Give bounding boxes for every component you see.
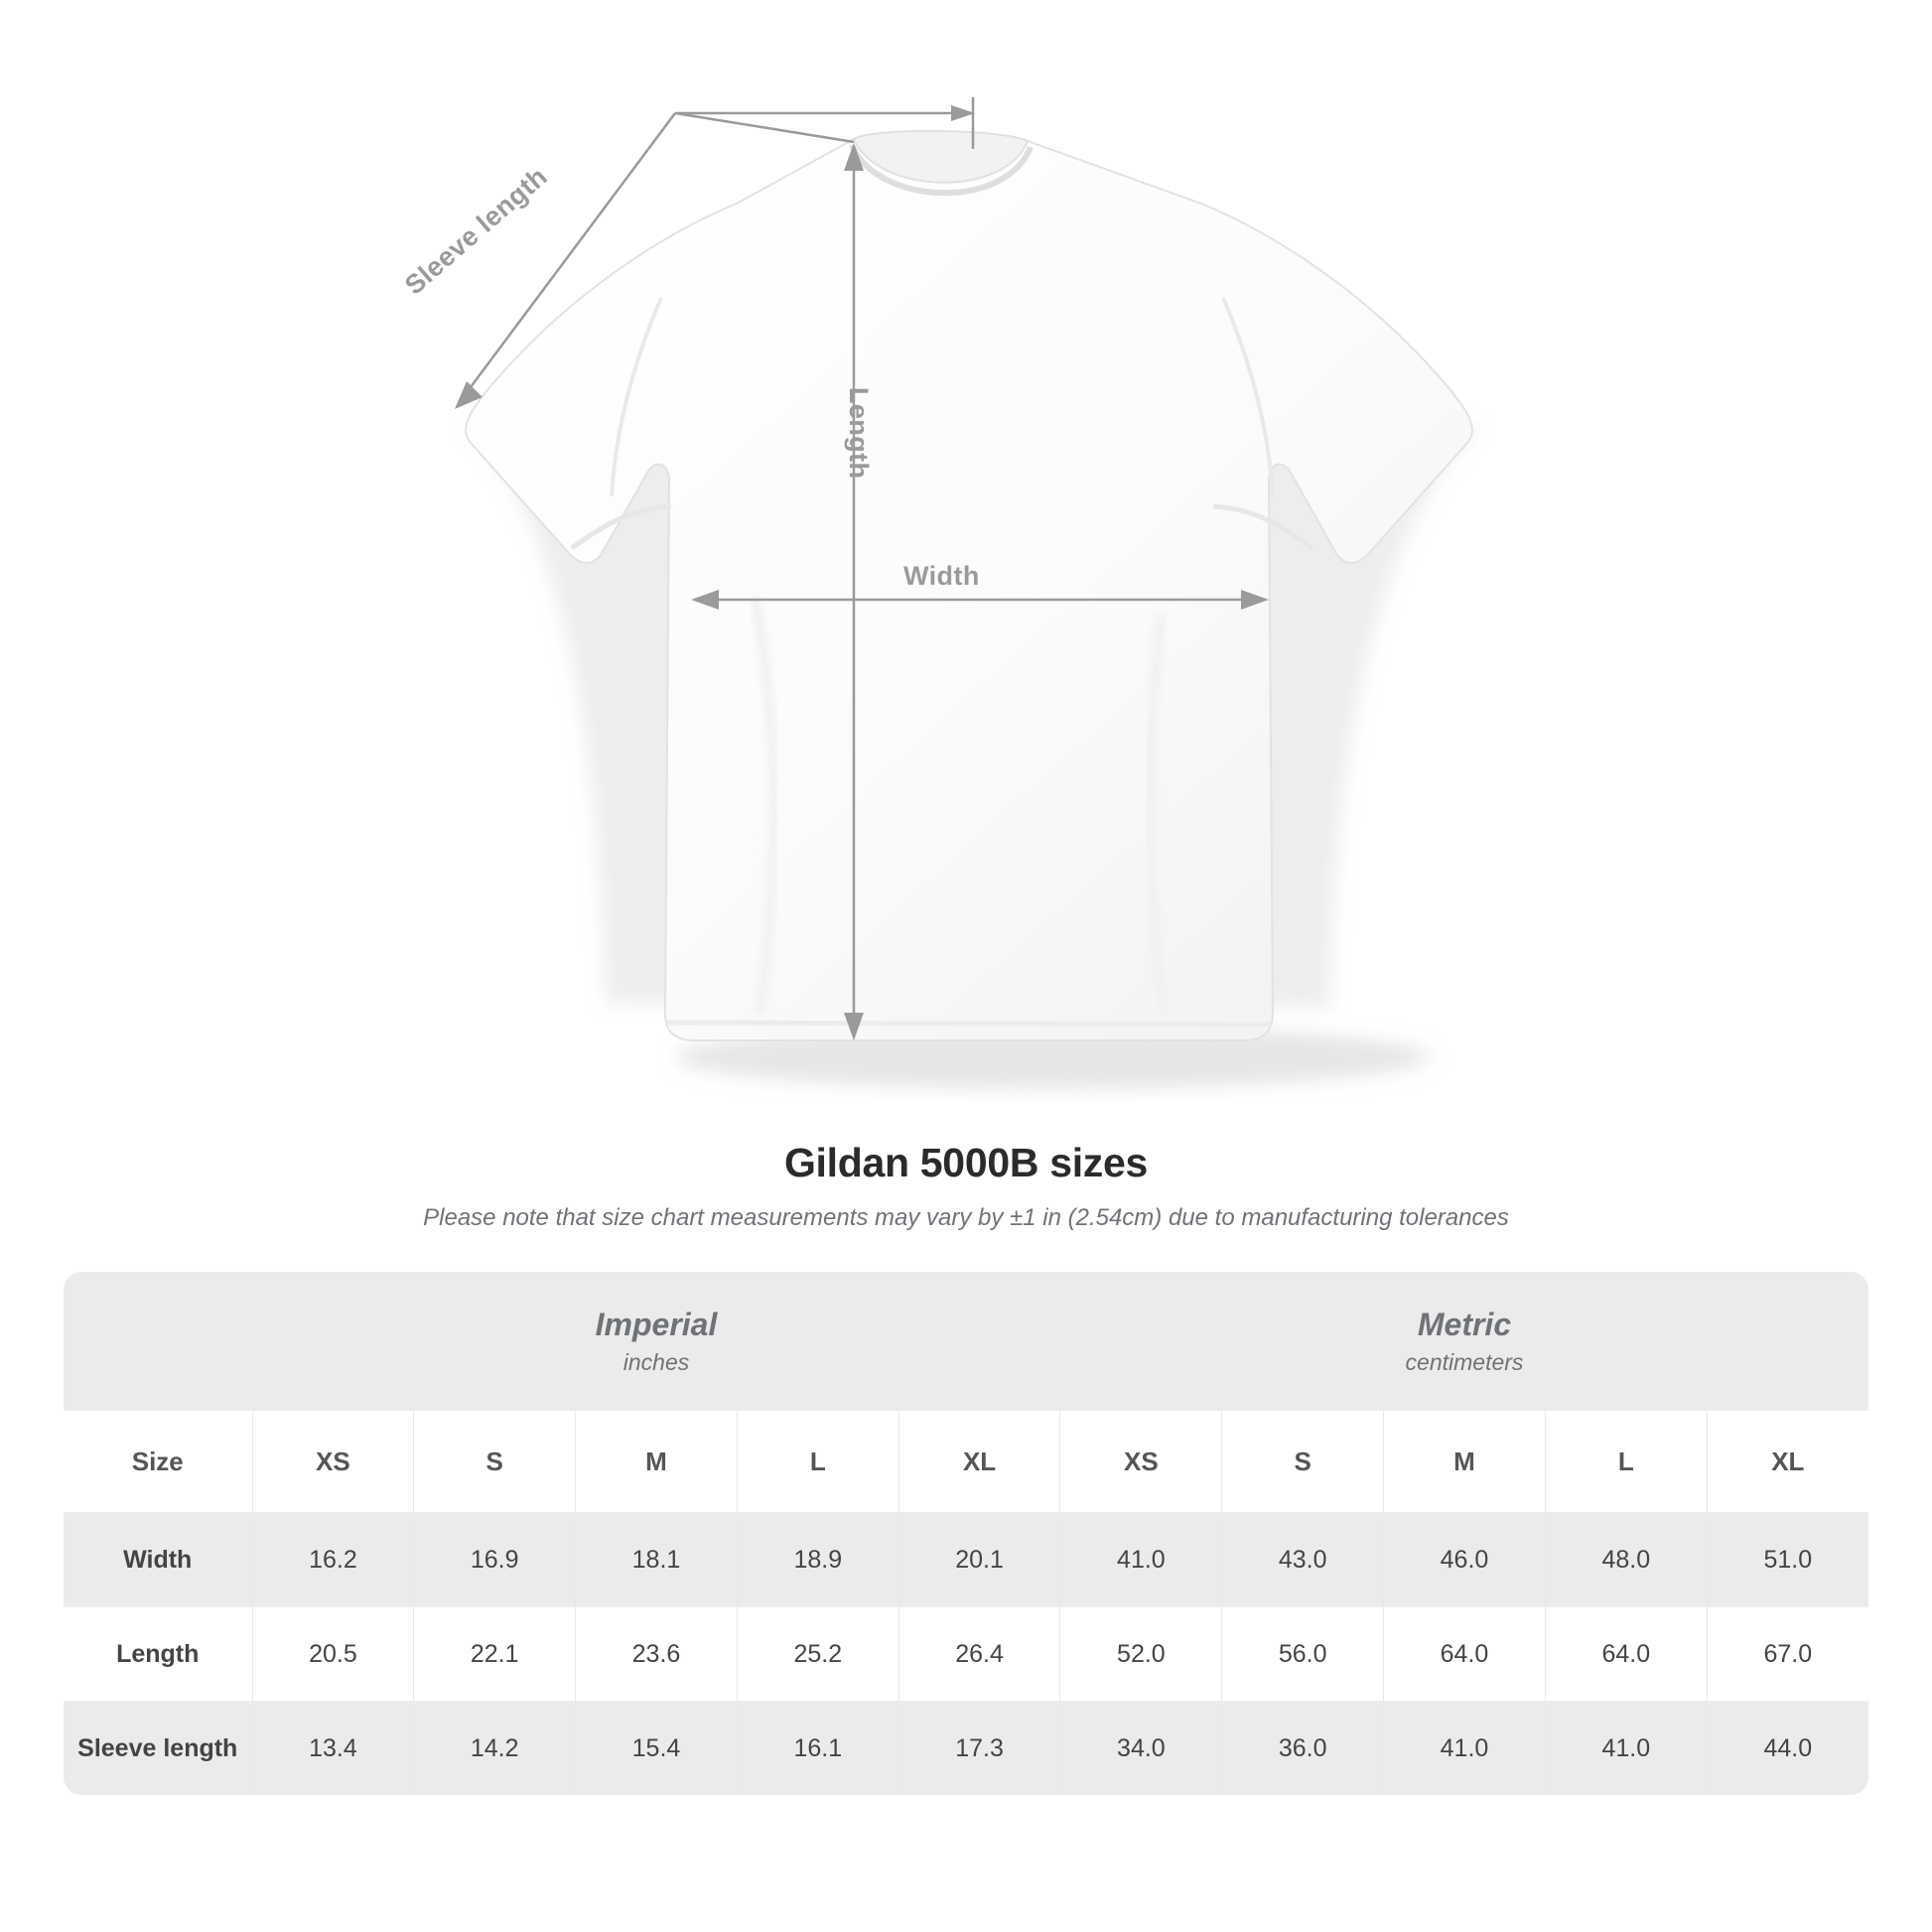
cell-length-metric-l: 64.0 [1545, 1607, 1707, 1702]
cell-width-imperial-xl: 20.1 [898, 1513, 1060, 1607]
group-imperial [252, 1272, 1060, 1411]
cell-sleeve-imperial-xl: 17.3 [898, 1702, 1060, 1796]
header-metric-l: L [1545, 1411, 1707, 1513]
cell-width-imperial-l: 18.9 [737, 1513, 898, 1607]
group-metric [1060, 1272, 1868, 1411]
table-row [64, 1607, 1868, 1702]
length-label: Length [844, 387, 874, 480]
row-label-sleeve-length: Sleeve length [64, 1702, 252, 1796]
cell-sleeve-metric-s: 36.0 [1222, 1702, 1384, 1796]
size-chart-table-wrapper [64, 1272, 1868, 1795]
cell-length-imperial-xs: 20.5 [252, 1607, 414, 1702]
cell-width-metric-m: 46.0 [1384, 1513, 1546, 1607]
cell-sleeve-imperial-s: 14.2 [414, 1702, 576, 1796]
header-imperial-m: M [576, 1411, 738, 1513]
cell-width-metric-xs: 41.0 [1060, 1513, 1222, 1607]
cell-sleeve-metric-xs: 34.0 [1060, 1702, 1222, 1796]
group-metric-name: Metric [1417, 1307, 1512, 1343]
cell-width-metric-s: 43.0 [1222, 1513, 1384, 1607]
cell-length-imperial-xl: 26.4 [898, 1607, 1060, 1702]
size-chart-table [64, 1272, 1868, 1795]
cell-length-metric-m: 64.0 [1384, 1607, 1546, 1702]
chart-heading-block [0, 1140, 1932, 1232]
group-imperial-name: Imperial [595, 1307, 718, 1343]
width-label: Width [903, 561, 980, 591]
table-group-header-row [64, 1272, 1868, 1411]
header-metric-s: S [1222, 1411, 1384, 1513]
table-row [64, 1702, 1868, 1796]
header-imperial-s: S [414, 1411, 576, 1513]
table-row [64, 1513, 1868, 1607]
cell-width-imperial-xs: 16.2 [252, 1513, 414, 1607]
cell-width-metric-l: 48.0 [1545, 1513, 1707, 1607]
cell-length-imperial-m: 23.6 [576, 1607, 738, 1702]
header-metric-xs: XS [1060, 1411, 1222, 1513]
cell-width-imperial-s: 16.9 [414, 1513, 576, 1607]
cell-sleeve-imperial-l: 16.1 [737, 1702, 898, 1796]
group-metric-unit: centimeters [1405, 1348, 1524, 1375]
header-imperial-xl: XL [898, 1411, 1060, 1513]
cell-sleeve-imperial-xs: 13.4 [252, 1702, 414, 1796]
cell-width-metric-xl: 51.0 [1707, 1513, 1868, 1607]
header-size: Size [64, 1411, 252, 1513]
cell-length-imperial-s: 22.1 [414, 1607, 576, 1702]
row-label-width: Width [64, 1513, 252, 1607]
cell-sleeve-imperial-m: 15.4 [576, 1702, 738, 1796]
cell-length-metric-xl: 67.0 [1707, 1607, 1868, 1702]
tolerance-note: Please note that size chart measurements may vary by ±1 in (2.54cm) due to manufacturing tolerances [423, 1204, 1509, 1231]
header-imperial-xs: XS [252, 1411, 414, 1513]
header-metric-xl: XL [1707, 1411, 1868, 1513]
table-header-row [64, 1411, 1868, 1513]
sleeve-length-label: Sleeve length [399, 161, 553, 301]
cell-length-metric-xs: 52.0 [1060, 1607, 1222, 1702]
cell-width-imperial-m: 18.1 [576, 1513, 738, 1607]
row-label-length: Length [64, 1607, 252, 1702]
page-title: Gildan 5000B sizes [783, 1140, 1149, 1185]
cell-sleeve-metric-l: 41.0 [1545, 1702, 1707, 1796]
group-corner-cell [64, 1272, 252, 1411]
cell-sleeve-metric-m: 41.0 [1384, 1702, 1546, 1796]
cell-sleeve-metric-xl: 44.0 [1707, 1702, 1868, 1796]
cell-length-imperial-l: 25.2 [737, 1607, 898, 1702]
header-imperial-l: L [737, 1411, 898, 1513]
cell-length-metric-s: 56.0 [1222, 1607, 1384, 1702]
header-metric-m: M [1384, 1411, 1546, 1513]
group-imperial-unit: inches [622, 1348, 690, 1375]
